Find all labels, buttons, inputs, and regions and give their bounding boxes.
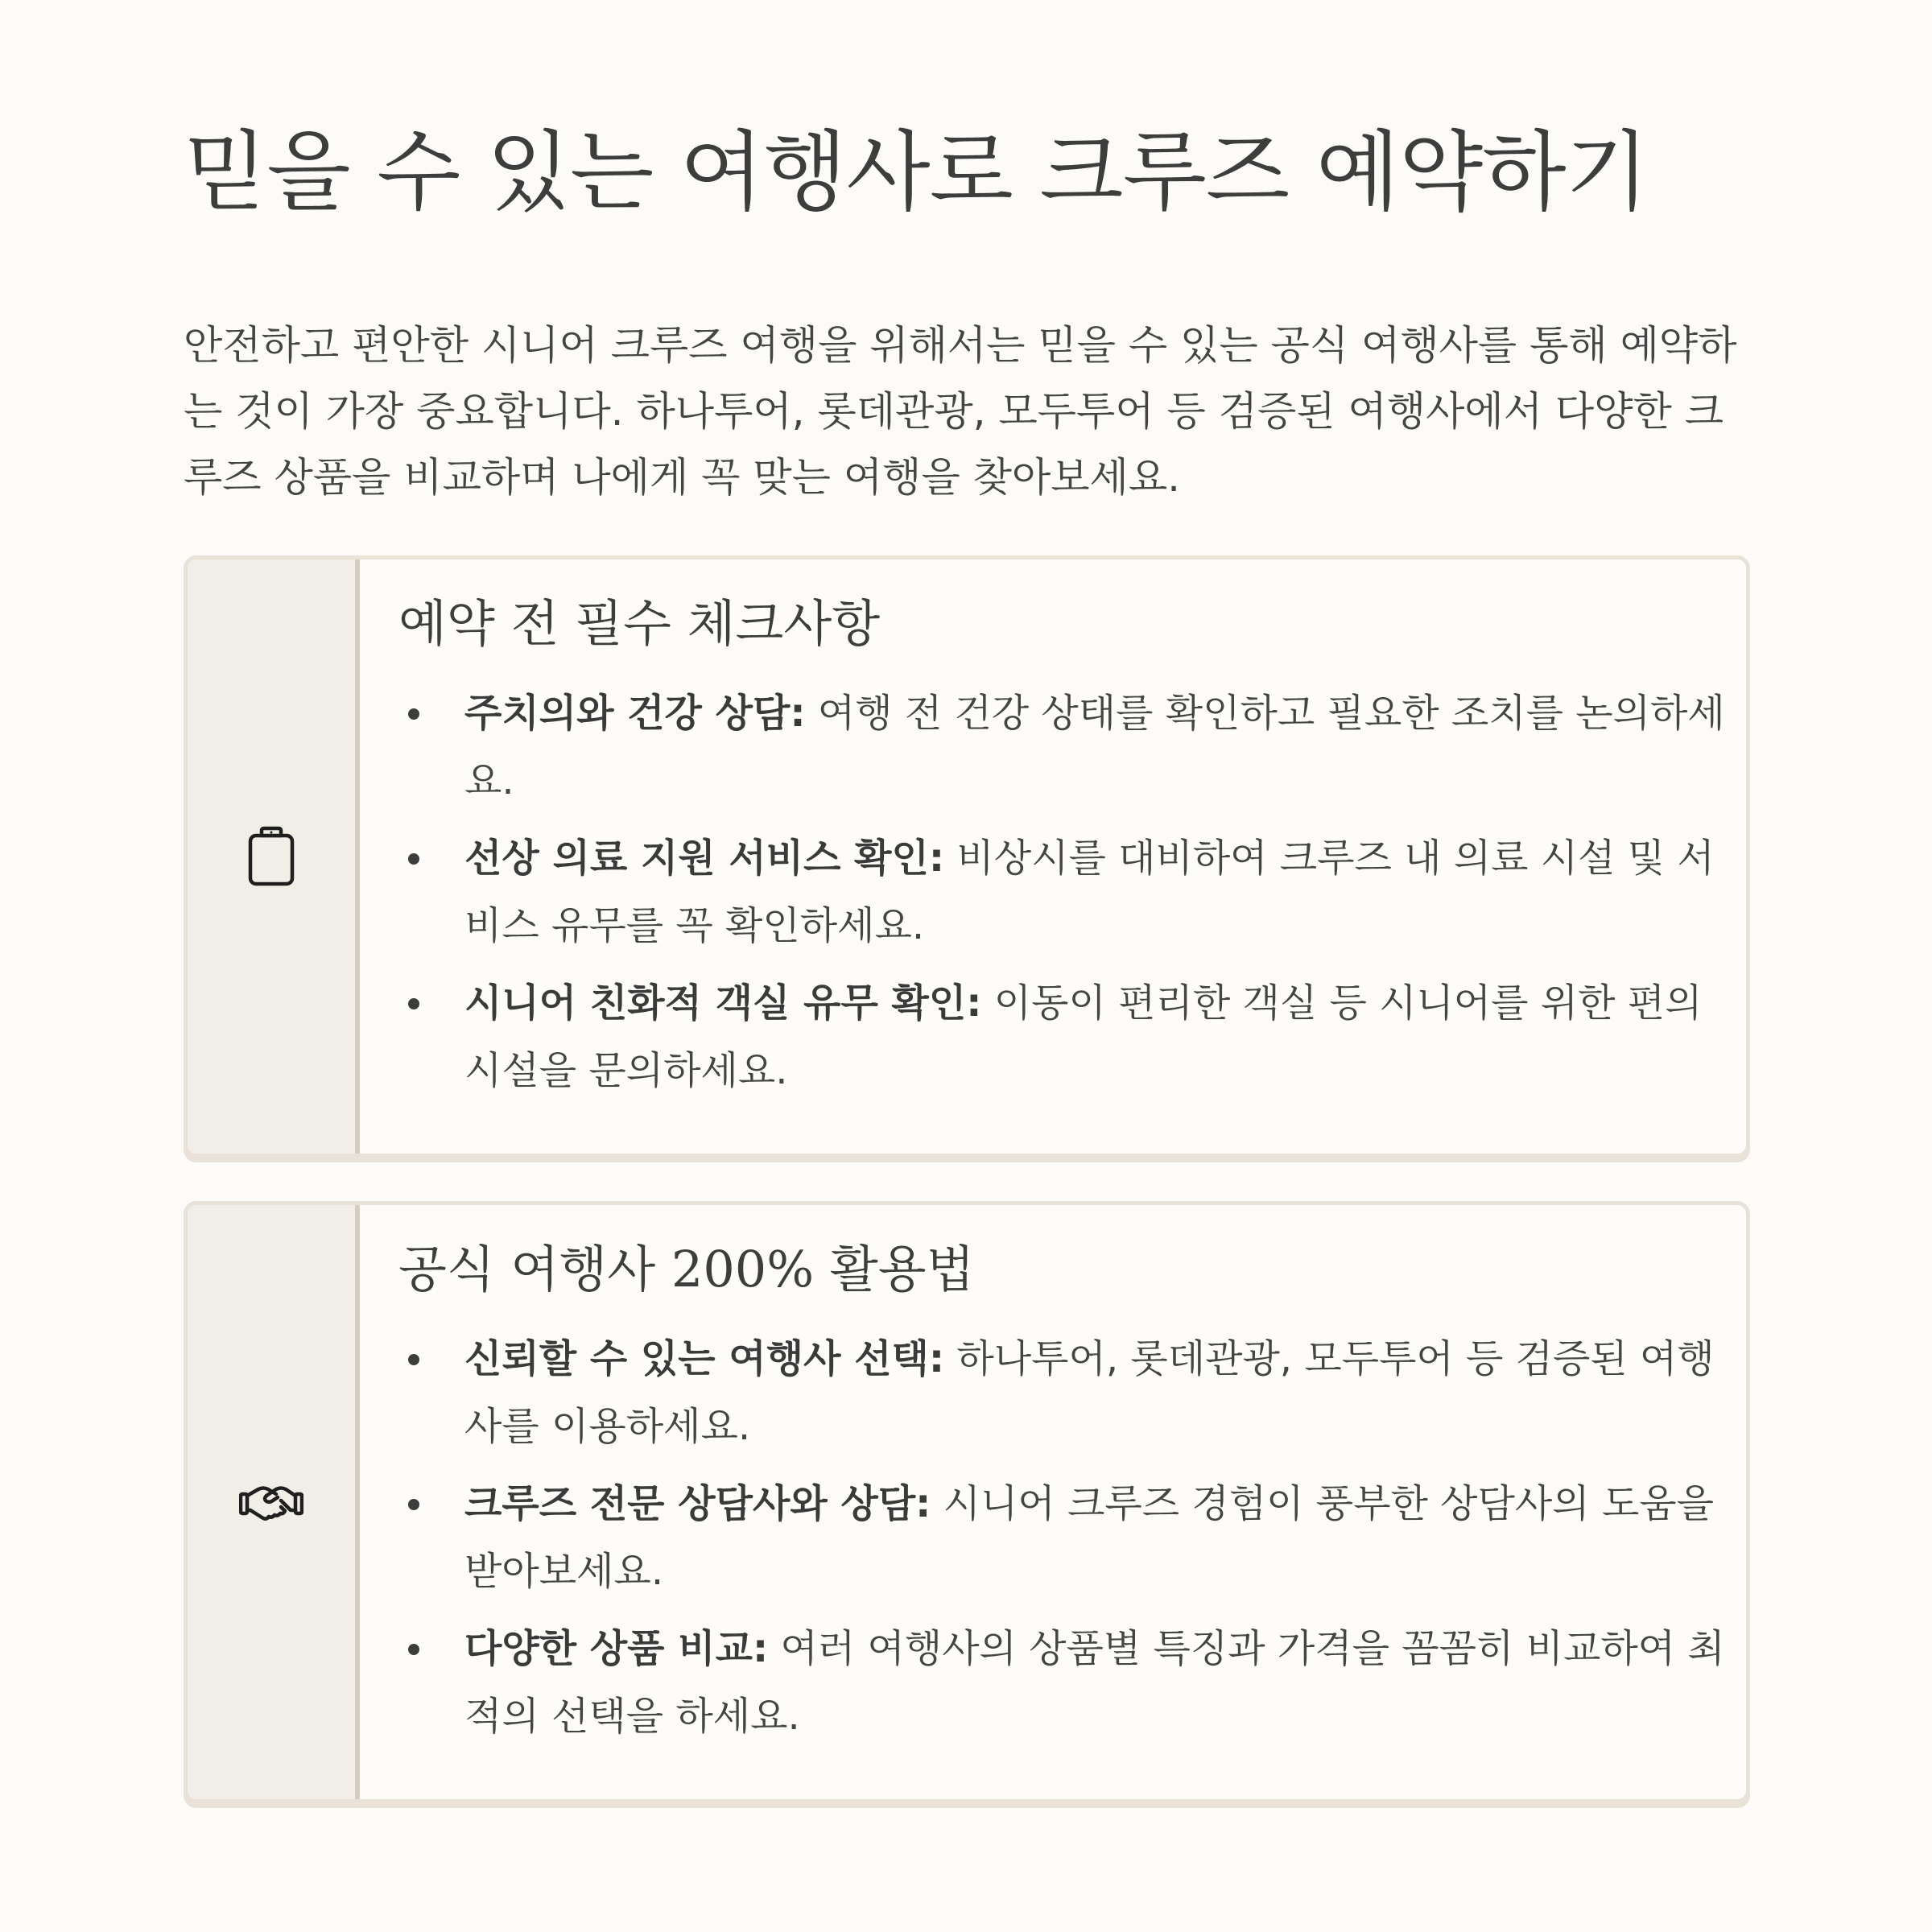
card-body — [360, 1205, 1746, 1799]
card-body — [360, 559, 1746, 1154]
item-text: 시니어 크루즈 경험이 풍부한 상담사의 도움을 받아보세요. — [464, 1480, 1714, 1594]
card-icon-column — [188, 559, 360, 1154]
agency-tips-card — [184, 1201, 1750, 1803]
checklist-card — [184, 555, 1750, 1158]
handshake-icon — [239, 1483, 303, 1521]
item-label: 신뢰할 수 있는 여행사 선택: — [464, 1335, 945, 1381]
card-title: 공식 여행사 200% 활용법 — [398, 1240, 975, 1298]
item-text: 비상시를 대비하여 크루즈 내 의료 시설 및 서비스 유무를 꼭 확인하세요. — [464, 835, 1715, 948]
intro-paragraph: 안전하고 편안한 시니어 크루즈 여행을 위해서는 믿을 수 있는 공식 여행사를 통해 예약하는 것이 가장 중요합니다. 하나투어, 롯데관광, 모두투어 등 검증된 여행사에서 다양한 크루즈 상품을 비교하며 나에게 꼭 맞는 여행을 찾아보세요. — [184, 322, 1737, 501]
item-text: 여행 전 건강 상태를 확인하고 필요한 조치를 논의하세요. — [464, 690, 1725, 803]
list-item — [398, 1325, 1730, 1460]
checklist — [398, 679, 1730, 1104]
page-title: 믿을 수 있는 여행사로 크루즈 예약하기 — [184, 122, 1649, 223]
item-text: 여러 여행사의 상품별 특징과 가격을 꼼꼼히 비교하여 최적의 선택을 하세요. — [464, 1625, 1725, 1739]
card-icon-column — [188, 1205, 360, 1799]
item-label: 다양한 상품 비교: — [464, 1625, 769, 1671]
item-text: 이동이 편리한 객실 등 시니어를 위한 편의 시설을 문의하세요. — [464, 980, 1703, 1093]
card-title: 예약 전 필수 체크사항 — [398, 594, 881, 653]
item-text: 하나투어, 롯데관광, 모두투어 등 검증된 여행사를 이용하세요. — [464, 1335, 1715, 1449]
list-item — [398, 969, 1730, 1104]
item-label: 선상 의료 지원 서비스 확인: — [464, 835, 945, 881]
list-item — [398, 679, 1730, 815]
list-item — [398, 1470, 1730, 1605]
item-label: 시니어 친화적 객실 유무 확인: — [464, 980, 982, 1026]
list-item — [398, 1615, 1730, 1750]
list-item — [398, 824, 1730, 960]
tips-list — [398, 1325, 1730, 1750]
item-label: 크루즈 전문 상담사와 상담: — [464, 1480, 931, 1526]
clipboard-icon — [247, 826, 295, 887]
item-label: 주치의와 건강 상담: — [464, 690, 806, 736]
